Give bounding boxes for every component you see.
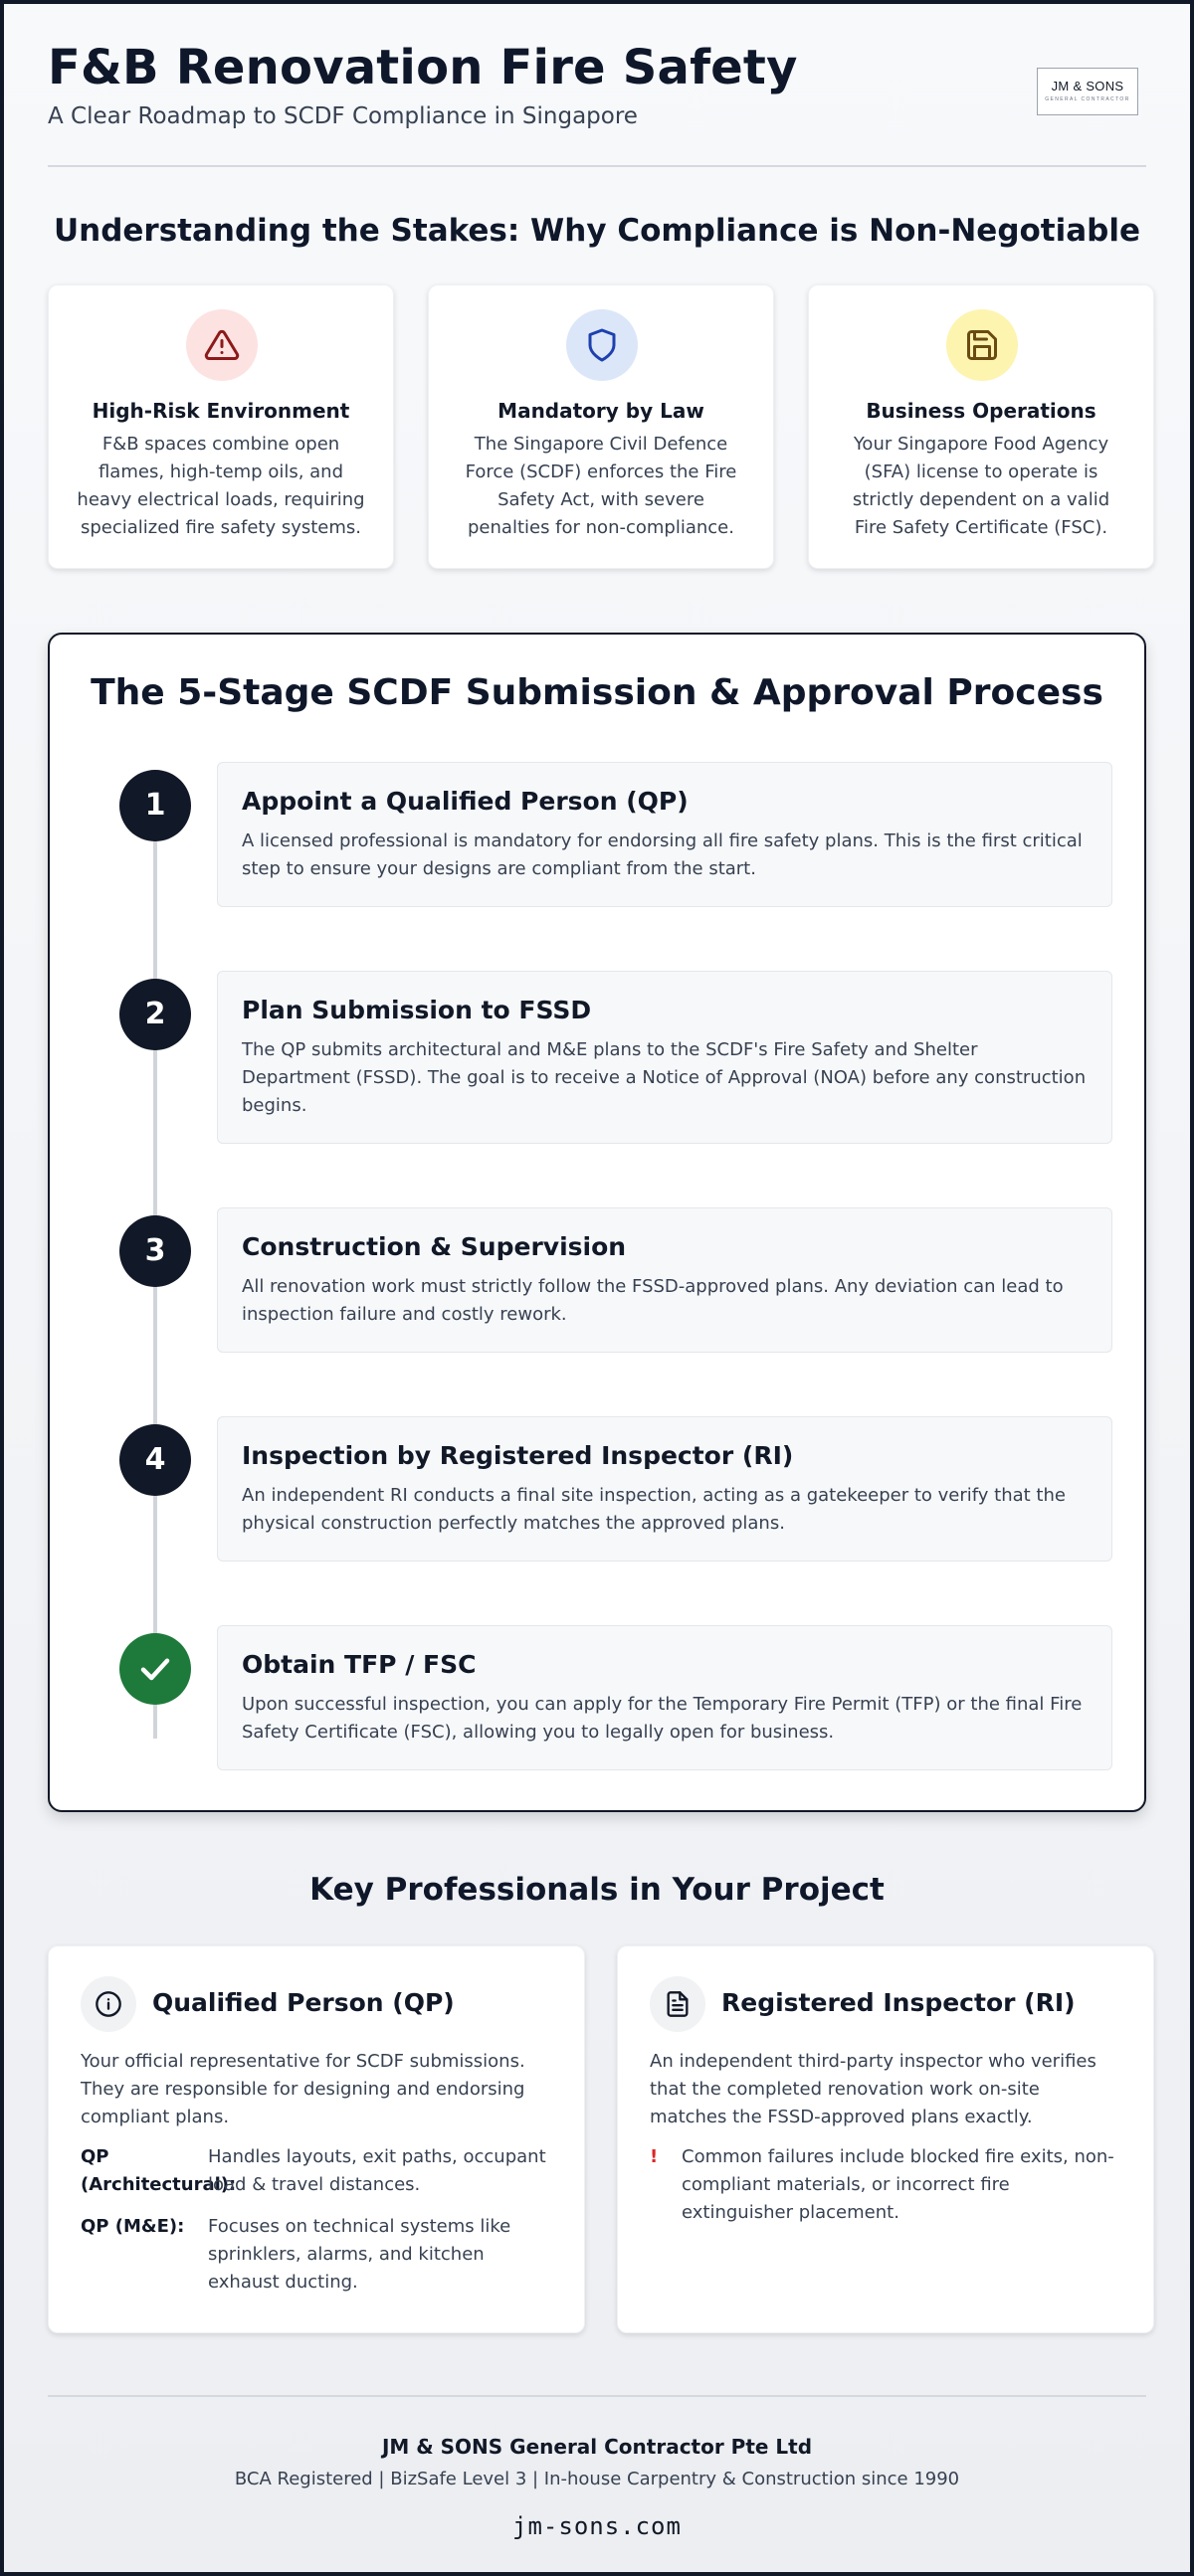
step-text: Upon successful inspection, you can apply for the Temporary Fire Permit (TFP) or the final Fire Safety Certificate (FSC), allowing you to legally open for business. [242,1694,1083,1743]
step-text: The QP submits architectural and M&E plans to the SCDF's Fire Safety and Shelter Department (FSSD). The goal is to receive a Notice of Approval (NOA) before any construction begins. [242,1039,1087,1116]
step-text: A licensed professional is mandatory for endorsing all fire safety plans. This is the first critical step to ensure your designs are compliant from the start. [242,830,1083,879]
step-number-4: 4 [119,1424,191,1496]
step-number-3: 3 [119,1215,191,1287]
footer-website-link[interactable]: jm-sons.com [512,2512,682,2540]
step-card-2 [217,971,1112,1144]
warning-icon [186,309,258,381]
stake-text: The Singapore Civil Defence Force (SCDF) enforces the Fire Safety Act, with severe penalties for non-compliance. [465,434,737,538]
footer-company: JM & SONS General Contractor Pte Ltd [381,2435,813,2459]
checkmark-icon [137,1651,173,1687]
step-number-2: 2 [119,979,191,1050]
stake-card-business [808,284,1154,569]
step-card-3 [217,1207,1112,1353]
info-icon [81,1976,136,2032]
qp-row-value: Focuses on technical systems like sprinklers, alarms, and kitchen exhaust ducting. [208,2216,511,2293]
ri-warning-text: Common failures include blocked fire exits, non-compliant materials, or incorrect fire extinguisher placement. [682,2146,1114,2223]
document-icon [650,1976,705,2032]
logo-main-text: JM & SONS [1051,79,1124,93]
process-heading: The 5-Stage SCDF Submission & Approval Process [91,672,1103,713]
qp-row-architectural [81,2143,552,2199]
step-text: All renovation work must strictly follow the FSSD-approved plans. Any deviation can lead to inspection failure and costly rework. [242,1276,1064,1325]
step-card-5 [217,1625,1112,1770]
step-number-1: 1 [119,770,191,841]
ri-title: Registered Inspector (RI) [721,1988,1076,2017]
qp-description: Your official representative for SCDF submissions. They are responsible for designing and endorsing compliant plans. [81,2051,525,2127]
warning-mark: ! [650,2146,659,2167]
step-title: Obtain TFP / FSC [242,1650,477,1679]
ri-description: An independent third-party inspector who verifies that the completed renovation work on-site matches the FSSD-approved plans exactly. [650,2051,1096,2127]
qp-row-key: QP (Architectural): [81,2146,237,2195]
professionals-cards [48,1945,1146,2333]
step-title: Construction & Supervision [242,1232,627,1261]
qp-row-value: Handles layouts, exit paths, occupant load & travel distances. [208,2146,546,2195]
page-subtitle: A Clear Roadmap to SCDF Compliance in Singapore [48,103,638,129]
step-card-1 [217,762,1112,907]
company-logo[interactable] [1037,68,1138,115]
footer-tagline: BCA Registered | BizSafe Level 3 | In-house Carpentry & Construction since 1990 [234,2469,960,2489]
step-title: Appoint a Qualified Person (QP) [242,787,689,816]
save-icon [946,309,1018,381]
step-card-4 [217,1416,1112,1562]
stake-text: F&B spaces combine open flames, high-temp oils, and heavy electrical loads, requiring specialized fire safety systems. [77,434,365,538]
step-text: An independent RI conducts a final site inspection, acting as a gatekeeper to verify that the physical construction perfectly matches the approved plans. [242,1485,1066,1534]
stake-title: High-Risk Environment [92,399,350,423]
stake-title: Business Operations [866,399,1096,423]
footer [48,2395,1146,2540]
stake-text: Your Singapore Food Agency (SFA) license to operate is strictly dependent on a valid Fire Safety Certificate (FSC). [852,434,1110,538]
stake-card-mandatory [428,284,774,569]
logo-sub-text: GENERAL CONTRACTOR [1045,96,1130,102]
stake-title: Mandatory by Law [498,399,704,423]
step-title: Plan Submission to FSSD [242,996,592,1024]
step-title: Inspection by Registered Inspector (RI) [242,1441,794,1470]
professionals-heading: Key Professionals in Your Project [309,1872,885,1908]
stake-card-high-risk [48,284,394,569]
qp-row-me [81,2213,552,2297]
stakes-cards [48,284,1146,569]
header [48,40,1146,167]
process-panel [48,633,1146,1812]
step-complete-circle [119,1633,191,1705]
qp-title: Qualified Person (QP) [152,1988,455,2017]
ri-warning [650,2143,1121,2227]
shield-icon [566,309,638,381]
qp-card [48,1945,585,2333]
page-title: F&B Renovation Fire Safety [48,40,798,95]
qp-row-key: QP (M&E): [81,2216,185,2237]
ri-card [617,1945,1154,2333]
stakes-heading: Understanding the Stakes: Why Compliance is Non-Negotiable [53,213,1141,249]
